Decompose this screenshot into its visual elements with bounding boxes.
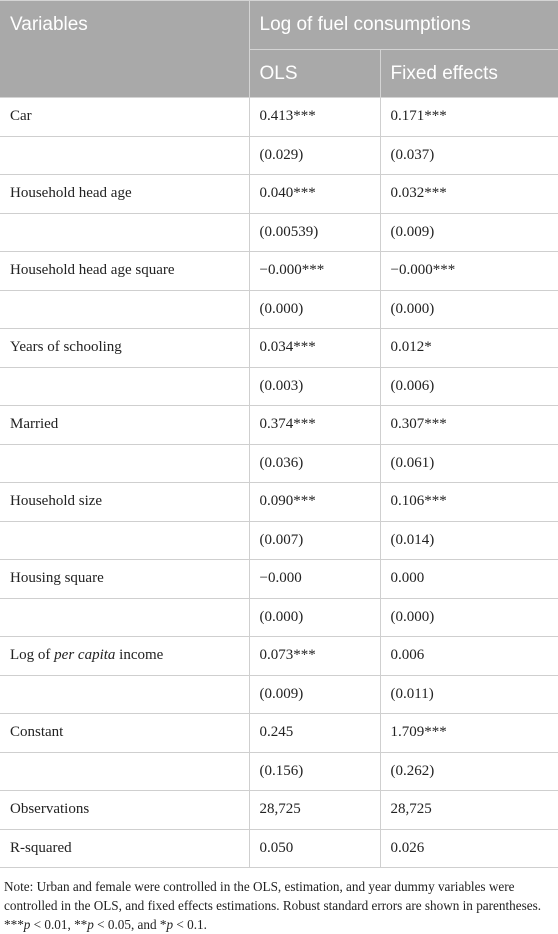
ols-value: (0.029) <box>249 136 380 175</box>
fe-value: (0.011) <box>380 675 558 714</box>
note-text: < 0.05, and * <box>93 917 167 932</box>
table-row <box>0 213 558 252</box>
header-variables: Variables <box>0 1 249 98</box>
ols-value: 0.374*** <box>249 406 380 445</box>
row-label: Years of schooling <box>0 329 249 368</box>
fe-value: 0.000 <box>380 560 558 599</box>
note-p: p <box>87 917 94 932</box>
ols-value: 0.413*** <box>249 98 380 137</box>
row-label: Household head age square <box>0 252 249 291</box>
row-label <box>0 136 249 175</box>
table-row <box>0 98 558 137</box>
row-label <box>0 213 249 252</box>
table-row <box>0 521 558 560</box>
fe-value: (0.037) <box>380 136 558 175</box>
fe-value: (0.000) <box>380 290 558 329</box>
row-label: Household size <box>0 483 249 522</box>
ols-value: 0.245 <box>249 714 380 753</box>
row-label <box>0 521 249 560</box>
ols-value: 0.050 <box>249 829 380 868</box>
fe-value: (0.000) <box>380 598 558 637</box>
note-text: < 0.1. <box>173 917 207 932</box>
row-label <box>0 675 249 714</box>
ols-value: (0.000) <box>249 290 380 329</box>
fe-value: (0.061) <box>380 444 558 483</box>
fe-value: (0.262) <box>380 752 558 791</box>
row-label: R-squared <box>0 829 249 868</box>
row-label: Observations <box>0 791 249 830</box>
row-label: Household head age <box>0 175 249 214</box>
row-label <box>0 752 249 791</box>
note-text: Note: Urban and female were controlled in the OLS, estimation, and year dummy variables were controlled in the OLS, and fixed effects estimations. Robust standard errors are shown in parentheses. *** <box>4 879 542 932</box>
fe-value: 0.171*** <box>380 98 558 137</box>
table-row <box>0 637 558 676</box>
fe-value: (0.009) <box>380 213 558 252</box>
table-row <box>0 752 558 791</box>
row-label-post: income <box>115 647 164 664</box>
fe-value: 0.006 <box>380 637 558 676</box>
row-label-em: per capita <box>54 647 116 664</box>
row-label: Car <box>0 98 249 137</box>
note-p: p <box>23 917 31 932</box>
ols-value: −0.000 <box>249 560 380 599</box>
ols-value: 0.034*** <box>249 329 380 368</box>
ols-value: 0.090*** <box>249 483 380 522</box>
table-row <box>0 560 558 599</box>
ols-value: (0.156) <box>249 752 380 791</box>
ols-value: (0.003) <box>249 367 380 406</box>
fe-value: 0.026 <box>380 829 558 868</box>
ols-value: 0.073*** <box>249 637 380 676</box>
fe-value: 0.032*** <box>380 175 558 214</box>
table-row <box>0 175 558 214</box>
table-row <box>0 714 558 753</box>
note-text: < 0.01, ** <box>30 917 88 932</box>
header-group: Log of fuel consumptions <box>249 1 558 50</box>
fe-value: 28,725 <box>380 791 558 830</box>
ols-value: (0.036) <box>249 444 380 483</box>
ols-value: (0.009) <box>249 675 380 714</box>
row-label <box>0 444 249 483</box>
ols-value: −0.000*** <box>249 252 380 291</box>
ols-value: 28,725 <box>249 791 380 830</box>
row-label: Married <box>0 406 249 445</box>
fe-value: 1.709*** <box>380 714 558 753</box>
header-fixed-effects: Fixed effects <box>380 50 558 98</box>
table-row <box>0 252 558 291</box>
ols-value: (0.007) <box>249 521 380 560</box>
fe-value: 0.307*** <box>380 406 558 445</box>
table-row <box>0 367 558 406</box>
table-note <box>0 868 558 934</box>
note-p: p <box>166 917 174 932</box>
fe-value: 0.012* <box>380 329 558 368</box>
fe-value: 0.106*** <box>380 483 558 522</box>
table-row <box>0 290 558 329</box>
row-label <box>0 290 249 329</box>
row-label <box>0 598 249 637</box>
row-label-pre: Log of <box>10 647 55 664</box>
table-row <box>0 598 558 637</box>
table-row <box>0 329 558 368</box>
ols-value: (0.00539) <box>249 213 380 252</box>
table-row <box>0 791 558 830</box>
table-row <box>0 136 558 175</box>
row-label <box>0 367 249 406</box>
fe-value: (0.006) <box>380 367 558 406</box>
fe-value: (0.014) <box>380 521 558 560</box>
table-row <box>0 483 558 522</box>
table-row <box>0 444 558 483</box>
ols-value: 0.040*** <box>249 175 380 214</box>
table-row <box>0 829 558 868</box>
table-body <box>0 98 558 868</box>
header-ols: OLS <box>249 50 380 98</box>
row-label: Constant <box>0 714 249 753</box>
row-label: Housing square <box>0 560 249 599</box>
table-row <box>0 406 558 445</box>
row-label <box>0 637 249 676</box>
ols-value: (0.000) <box>249 598 380 637</box>
table-row <box>0 675 558 714</box>
fe-value: −0.000*** <box>380 252 558 291</box>
